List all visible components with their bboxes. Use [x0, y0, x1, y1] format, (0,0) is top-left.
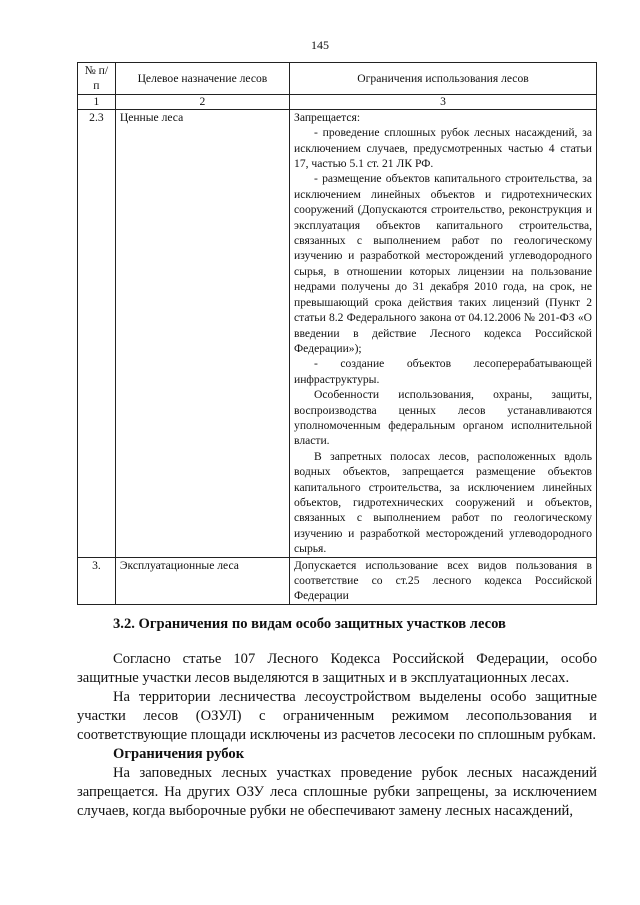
paragraph: Согласно статье 107 Лесного Кодекса Российской Федерации, особо защитные участки лесов выделяются в защитных и в эксплуатационных лесах.: [77, 651, 597, 686]
restriction-line: - размещение объектов капитального строительства, за исключением линейных объектов и гидротехнических сооружений (Допускаются строительство, реконструкция и эксплуатация объектов капитального строительства, связанных с выполнением работ по геологическому изучению и разработкой месторождений углеводородного сырья, в отношении которых лицензии на пользование недрами получены до 31 декабря 2010 года, на срок, не превышающий срока действия таких лицензий (Пункт 2 статьи 8.2 Федерального закона от 04.12.2006 № 201-ФЗ «О введении в действие Лесного кодекса Российской Федерации»);: [294, 172, 592, 355]
table-row: [78, 557, 597, 604]
column-number-row: [78, 94, 597, 109]
restriction-line: - создание объектов лесоперерабатывающей инфраструктуры.: [294, 357, 592, 386]
restriction-line: Запрещается:: [294, 110, 361, 124]
restriction-line: - проведение сплошных рубок лесных насаждений, за исключением случаев, предусмотренных частью 4 статьи 17, частью 5.1 ст. 21 ЛК РФ.: [294, 126, 592, 171]
row-purpose: Эксплуатационные леса: [115, 557, 289, 604]
header-number: № п/п: [78, 63, 116, 95]
column-number: 3: [290, 94, 597, 109]
section-body: [77, 650, 597, 821]
header-restrictions: Ограничения использования лесов: [290, 63, 597, 95]
column-number: 1: [78, 94, 116, 109]
restriction-line: Допускается использование всех видов пользования в соответствие со ст.25 лесного кодекса Российской Федерации: [294, 558, 592, 603]
subheading: Ограничения рубок: [113, 746, 245, 762]
restrictions-table: [77, 62, 597, 605]
row-purpose: Ценные леса: [115, 109, 289, 557]
page-number: 145: [311, 38, 329, 52]
row-restrictions: [290, 557, 597, 604]
section-heading: 3.2. Ограничения по видам особо защитных участков лесов: [113, 616, 506, 632]
header-purpose: Целевое назначение лесов: [115, 63, 289, 95]
paragraph: На заповедных лесных участках проведение рубок лесных насаждений запрещается. На других ОЗУ леса сплошные рубки запрещены, за исключением случаев, когда выборочные рубки не обеспечивают замену лесных насаждений,: [77, 765, 597, 819]
row-restrictions: [290, 109, 597, 557]
table-header-row: [78, 63, 597, 95]
restriction-line: В запретных полосах лесов, расположенных вдоль водных объектов, запрещается размещение объектов капитального строительства, за исключением линейных объектов, гидротехнических сооружений и объектов, связанных с выполнением работ по геологическому изучению и разработкой месторождений углеводородного сырья.: [294, 449, 592, 556]
table-row: [78, 109, 597, 557]
column-number: 2: [115, 94, 289, 109]
restriction-line: Особенности использования, охраны, защиты, воспроизводства ценных лесов устанавливаются уполномоченным федеральным органом исполнительной власти.: [294, 388, 592, 448]
row-number: 2.3: [78, 109, 116, 557]
paragraph: На территории лесничества лесоустройством выделены особо защитные участки лесов (ОЗУЛ) с ограниченным режимом лесопользования и соответствующие площади исключены из расчетов лесосеки по сплошным рубкам.: [77, 689, 597, 743]
row-number: 3.: [78, 557, 116, 604]
